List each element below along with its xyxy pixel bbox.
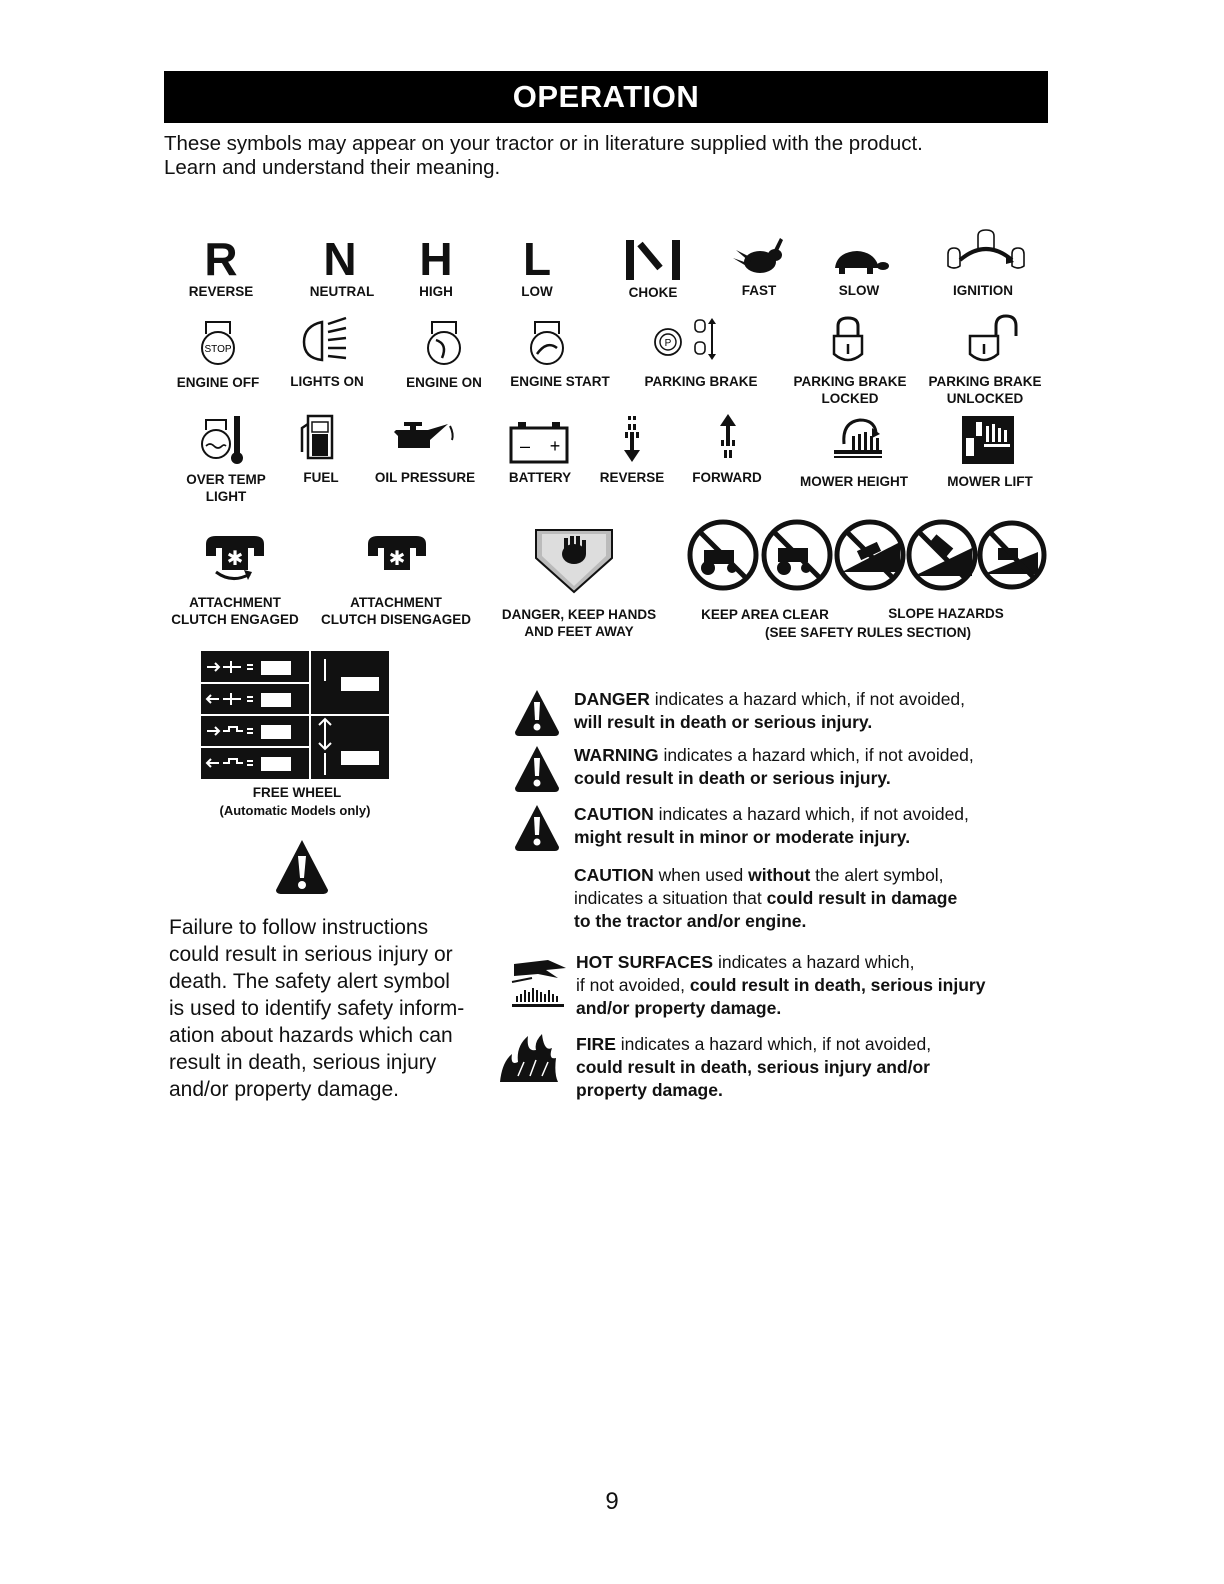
free-wheel-sub: (Automatic Models only) — [219, 803, 371, 818]
hot-line-2a: if not avoided, — [576, 975, 690, 995]
reverse-letter: R — [204, 233, 238, 285]
warning-text — [574, 744, 974, 790]
svg-text:+: + — [549, 436, 561, 456]
danger-word: DANGER — [574, 689, 650, 709]
oil-pressure-icon — [390, 418, 460, 454]
fire-line-2: could result in death, serious injury and/or — [576, 1057, 930, 1077]
hot-line-2b: could result in death, serious injury — [689, 975, 986, 995]
failure-line-6: result in death, serious injury — [169, 1051, 437, 1074]
att-disengaged-label — [321, 594, 471, 628]
rabbit-fast-icon — [730, 236, 790, 276]
mower-lift-label: MOWER LIFT — [947, 474, 1033, 489]
danger-line-2: will result in death or serious injury. — [574, 712, 873, 732]
slope-hazard-sign-1 — [837, 522, 903, 588]
forward-arrow-icon — [714, 412, 742, 466]
warning-line-2: could result in death or serious injury. — [574, 768, 891, 788]
high-letter: H — [419, 233, 453, 285]
warning-word: WARNING — [574, 745, 659, 765]
caution-text — [574, 803, 969, 849]
engine-start-icon — [527, 318, 567, 368]
lights-on-icon — [300, 314, 354, 366]
slope-hazard-sign-3 — [980, 523, 1044, 587]
over-temp-line-2: LIGHT — [205, 489, 247, 504]
section-title: OPERATION — [512, 79, 700, 114]
fire-line-3: property damage. — [576, 1080, 723, 1100]
slope-label: SLOPE HAZARDS — [888, 606, 1004, 621]
high-label: HIGH — [419, 284, 453, 299]
fuel-icon — [300, 412, 336, 462]
oil-pressure-label: OIL PRESSURE — [374, 470, 476, 485]
neutral-label: NEUTRAL — [309, 284, 375, 299]
hot-surfaces-text — [576, 951, 985, 1020]
caution-no-symbol-text — [574, 864, 957, 933]
failure-line-3: death. The safety alert symbol — [169, 970, 450, 993]
stop-text: STOP — [204, 344, 232, 355]
mower-lift-icon — [960, 414, 1016, 466]
hot-line-3: and/or property damage. — [576, 998, 782, 1018]
warning-rest: indicates a hazard which, if not avoided, — [658, 745, 974, 765]
caution2-mid: when used — [653, 865, 749, 885]
intro-text — [164, 132, 923, 180]
over-temp-line-1: OVER TEMP — [186, 472, 266, 487]
intro-line-1: These symbols may appear on your tractor or in literature supplied with the product. — [164, 132, 923, 155]
attachment-clutch-disengaged-icon — [364, 534, 430, 578]
safety-alert-icon — [272, 836, 332, 896]
caution2-line-2b: could result in damage — [766, 888, 958, 908]
att-disengaged-line-2: CLUTCH DISENGAGED — [320, 612, 472, 627]
battery-icon — [508, 420, 570, 466]
danger-hands-line-1: DANGER, KEEP HANDS — [501, 607, 657, 622]
failure-line-5: ation about hazards which can — [169, 1024, 453, 1047]
pb-locked-line-2: LOCKED — [821, 391, 879, 406]
danger-alert-icon — [513, 688, 561, 738]
prohibition-signs-icon — [686, 518, 1048, 592]
failure-line-2: could result in serious injury or — [169, 943, 453, 966]
fast-label: FAST — [741, 283, 777, 298]
caution-rest: indicates a hazard which, if not avoided, — [653, 804, 969, 824]
engine-on-label: ENGINE ON — [406, 375, 482, 390]
caution-line-2: might result in minor or moderate injury. — [574, 827, 911, 847]
slow-label: SLOW — [838, 283, 880, 298]
turtle-slow-icon — [827, 248, 889, 276]
att-disengaged-line-1: ATTACHMENT — [350, 595, 442, 610]
pb-unlocked-label — [928, 373, 1041, 407]
hot-surface-icon — [508, 952, 570, 1010]
fire-text — [576, 1033, 931, 1102]
ignition-icon — [940, 228, 1032, 274]
svg-text:✱: ✱ — [388, 546, 406, 570]
keep-area-clear-sign-1 — [690, 522, 756, 588]
free-wheel-label: FREE WHEEL — [252, 785, 342, 800]
over-temp-label — [186, 471, 266, 505]
att-engaged-line-2: CLUTCH ENGAGED — [171, 612, 299, 627]
reverse-row3-label: REVERSE — [599, 470, 665, 485]
parking-brake-locked-icon — [828, 314, 868, 368]
see-safety-label: (SEE SAFETY RULES SECTION) — [764, 625, 972, 640]
fire-rest: indicates a hazard which, if not avoided, — [615, 1034, 932, 1054]
caution2-line-3: to the tractor and/or engine. — [574, 911, 807, 931]
reverse-label: REVERSE — [188, 284, 254, 299]
lights-on-label: LIGHTS ON — [290, 374, 364, 389]
danger-text — [574, 688, 965, 734]
caution2-without: without — [748, 865, 811, 885]
hot-rest: indicates a hazard which, — [713, 952, 915, 972]
keep-hands-feet-away-icon — [534, 528, 614, 594]
mower-height-icon — [830, 414, 886, 464]
intro-line-2: Learn and understand their meaning. — [164, 156, 501, 179]
caution2-word: CAUTION — [574, 865, 654, 885]
fuel-label: FUEL — [303, 470, 339, 485]
failure-line-1: Failure to follow instructions — [169, 916, 429, 939]
pb-locked-label — [793, 373, 906, 407]
engine-off-icon — [198, 318, 238, 368]
page-number: 9 — [605, 1488, 619, 1515]
choke-label: CHOKE — [628, 285, 678, 300]
pb-locked-line-1: PARKING BRAKE — [793, 374, 907, 389]
caution-alert-icon — [513, 803, 561, 853]
danger-hands-line-2: AND FEET AWAY — [524, 624, 634, 639]
failure-paragraph — [169, 914, 464, 1103]
att-engaged-label — [171, 594, 299, 628]
fire-word: FIRE — [576, 1034, 616, 1054]
parking-brake-label: PARKING BRAKE — [644, 374, 758, 389]
danger-hands-label — [502, 606, 656, 640]
slope-hazard-sign-2 — [909, 522, 975, 588]
keep-area-clear-sign-2 — [764, 522, 830, 588]
keep-area-label: KEEP AREA CLEAR — [701, 607, 829, 622]
pb-unlocked-line-1: PARKING BRAKE — [928, 374, 1042, 389]
att-engaged-line-1: ATTACHMENT — [189, 595, 281, 610]
hot-word: HOT SURFACES — [576, 952, 714, 972]
engine-start-label: ENGINE START — [510, 374, 610, 389]
caution2-line-2a: indicates a situation that — [574, 888, 767, 908]
forward-label: FORWARD — [692, 470, 762, 485]
svg-text:✱: ✱ — [226, 546, 244, 570]
svg-text:–: – — [519, 436, 531, 456]
engine-on-icon — [424, 318, 464, 368]
over-temp-icon — [200, 412, 250, 466]
danger-rest: indicates a hazard which, if not avoided, — [649, 689, 966, 709]
reverse-arrow-icon — [618, 412, 646, 466]
mower-height-label: MOWER HEIGHT — [800, 474, 908, 489]
caution-word: CAUTION — [574, 804, 654, 824]
failure-line-4: is used to identify safety inform- — [169, 997, 465, 1020]
parking-brake-unlocked-icon — [964, 312, 1022, 368]
ignition-label: IGNITION — [953, 283, 1013, 298]
caution2-rest: the alert symbol, — [810, 865, 944, 885]
parking-brake-icon — [650, 316, 726, 360]
battery-label: BATTERY — [508, 470, 572, 485]
warning-alert-icon — [513, 744, 561, 794]
attachment-clutch-engaged-icon — [202, 534, 268, 586]
failure-line-7: and/or property damage. — [169, 1078, 399, 1101]
fire-icon — [496, 1032, 562, 1084]
free-wheel-icon — [201, 651, 389, 779]
engine-off-label: ENGINE OFF — [176, 375, 260, 390]
p-text: P — [664, 338, 672, 349]
choke-icon — [624, 238, 684, 282]
low-label: LOW — [521, 284, 553, 299]
neutral-letter: N — [323, 233, 357, 285]
pb-unlocked-line-2: UNLOCKED — [946, 391, 1024, 406]
low-letter: L — [522, 233, 552, 285]
section-header — [164, 71, 1048, 123]
